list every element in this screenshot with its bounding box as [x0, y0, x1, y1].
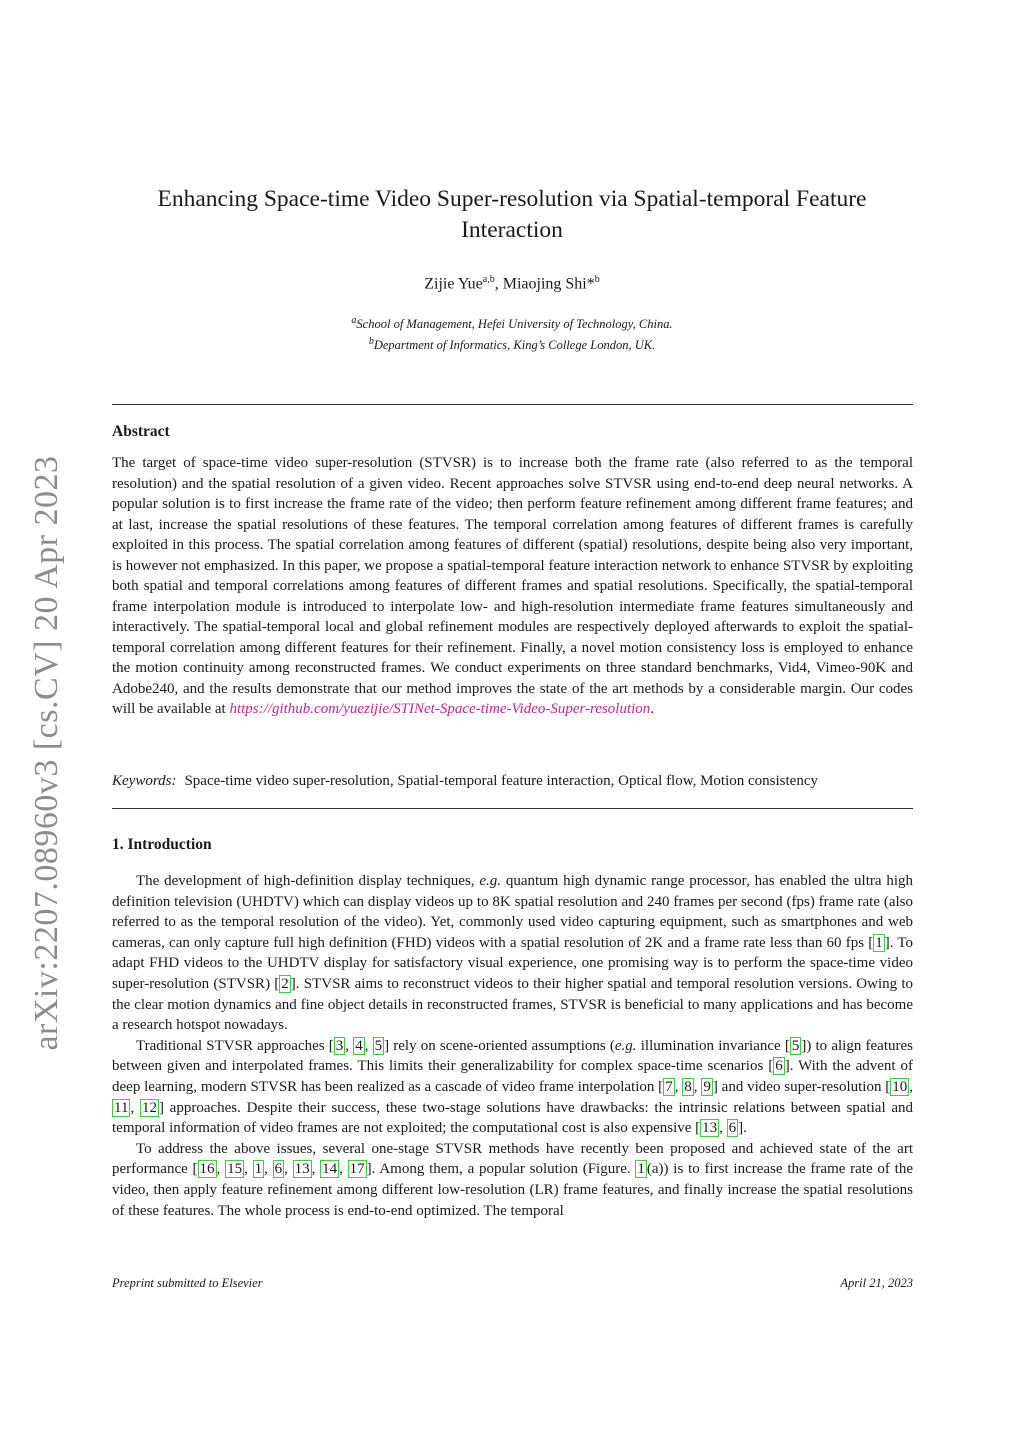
author-1: Zijie Yue — [424, 275, 483, 293]
citation-link[interactable]: 6 — [775, 1058, 783, 1075]
citation-link[interactable]: 15 — [227, 1161, 243, 1178]
text-run: ]) to align features between given and interpolated frames. This limits their generalizability for complex space-time scenarios [ — [112, 1037, 913, 1075]
text-run: ] and video super-resolution [ — [712, 1078, 891, 1095]
text-run: quantum high dynamic range processor, has enabled the ultra high definition television (UHDTV) which can display videos up to 8K spatial resolution and 240 frames per second (fps) frame rate (also referred to as the temporal resolution of the video). Yet, commonly used video capturing equipment, such as smartphones and web cameras, can only capture full high definition (FHD) videos with a spatial resolution of 2K and a frame rate less than 60 fps [ — [112, 873, 913, 951]
citation-link[interactable]: 13 — [702, 1120, 718, 1137]
affiliation-a — [112, 312, 912, 333]
intro-paragraph-3: To address the above issues, several one-stage STVSR methods have recently been proposed and achieved state of the art performance [ 16 , 15 , 1 , 6 , 13 , 14 , 17 ]. Among them, a popular solution (Figure. 1 (a)) is to first increase the frame rate of the video, then apply feature refinement among different low-resolution (LR) frame features, and finally increase the spatial resolutions of these features. The whole process is end-to-end optimized. The temporal — [112, 1140, 913, 1219]
citation-link[interactable]: 6 — [728, 1120, 737, 1137]
citation-link[interactable]: 10 — [892, 1078, 908, 1095]
author-line — [112, 274, 912, 293]
citation-link[interactable]: 4 — [355, 1037, 363, 1054]
author-2-affil: b — [594, 274, 600, 285]
citation-link[interactable]: 14 — [322, 1161, 338, 1178]
abstract-text: The target of space-time video super-resolution (STVSR) is to increase both the frame rate (also referred to as the temporal resolution) and the spatial resolution of a given video. Recent approaches solve STVSR using end-to-end deep neural networks. A popular solution is to first increase the frame rate of the video; then perform feature refinement among different frame features; and at last, increase the spatial resolutions of these features. The temporal correlation among features of different frames is carefully exploited in this process. The spatial correlation among features of different (spatial) resolutions, despite being also very important, is however not emphasized. In this paper, we propose a spatial-temporal feature interaction network to enhance STVSR by exploiting both spatial and temporal correlations among features of different frames and spatial resolutions. Specifically, the spatial-temporal frame interpolation module is introduced to interpolate low- and high-resolution intermediate frame features simultaneously and interactively. The spatial-temporal local and global refinement modules are respectively deployed afterwards to exploit the spatial-temporal correlation among different features for their refinement. Finally, a novel motion consistency loss is employed to enhance the motion continuity among reconstructed frames. We conduct experiments on three standard benchmarks, Vid4, Vimeo-90K and Adobe240, and the results demonstrate that our method improves the state of the art methods by a considerable margin. Our codes will be available at — [112, 455, 913, 717]
author-2: Miaojing Shi* — [502, 275, 595, 293]
citation-link[interactable]: 16 — [199, 1161, 215, 1178]
citation-link[interactable]: 9 — [703, 1078, 711, 1095]
code-link[interactable]: https://github.com/yuezijie/STINet-Space-time-Video-Super-resolution — [229, 701, 651, 717]
citation-link[interactable]: 2 — [281, 975, 289, 992]
text-run: e.g. — [614, 1037, 637, 1054]
citation-link[interactable]: 12 — [141, 1099, 157, 1116]
citation-link[interactable]: 11 — [114, 1099, 129, 1116]
arxiv-identifier: arXiv:2207.08960v3 [cs.CV] 20 Apr 2023 — [28, 455, 65, 1051]
citation-link[interactable]: 17 — [349, 1161, 365, 1178]
intro-paragraph-2: Traditional STVSR approaches [ 3 , 4 , 5 ] rely on scene-oriented assumptions (e.g. illumination invariance [ 5 ]) to align features between given and interpolated frames. This limits their generalizability for complex space-time scenarios [ 6 ]. With the advent of deep learning, modern STVSR has been realized as a cascade of video frame interpolation [ 7 , 8 , 9 ] and video super-resolution [ 10 , 11 , 12 ] approaches. Despite their success, these two-stage solutions have drawbacks: the intrinsic relations between spatial and temporal information of video frames are not exploited; the computational cost is also expensive [ 13 , 6 ]. — [112, 1037, 914, 1137]
affiliations — [112, 312, 912, 354]
section-heading: 1. Introduction — [112, 836, 212, 853]
abstract-bottom-rule — [112, 808, 913, 809]
affiliation-b-text: Department of Informatics, King’s College London, UK. — [373, 338, 656, 353]
text-run: ]. With the advent of deep learning, modern STVSR has been realized as a cascade of video frame interpolation [ — [112, 1058, 913, 1095]
abstract-body — [112, 453, 913, 720]
text-run: ]. STVSR aims to reconstruct videos to their higher spatial and temporal resolution versions. Owing to the clear motion dynamics and fine object details in reconstructed frames, STVSR is beneficial to many applications and has become a research hotspot nowadays. — [112, 975, 913, 1034]
abstract-heading: Abstract — [112, 423, 170, 440]
footer-left: Preprint submitted to Elsevier — [112, 1276, 263, 1290]
text-run: (a)) is to first increase the frame rate of the video, then apply feature refinement among different low-resolution (LR) frame features, and finally increase the spatial resolutions of these features. The whole process is end-to-end optimized. The temporal — [112, 1161, 913, 1219]
text-run: ]. — [738, 1120, 747, 1137]
citation-link[interactable]: 6 — [274, 1161, 283, 1178]
citation-link[interactable]: 5 — [374, 1037, 383, 1054]
text-run: Traditional STVSR approaches [ — [136, 1037, 334, 1054]
page-footer — [112, 1276, 913, 1291]
intro-paragraph-1 — [112, 871, 913, 1036]
affiliation-b — [112, 333, 912, 354]
citation-link[interactable]: 5 — [791, 1037, 800, 1054]
introduction-body — [112, 871, 913, 1221]
keywords-text: Space-time video super-resolution, Spatial-temporal feature interaction, Optical flow, Motion consistency — [184, 773, 818, 789]
text-run: ] rely on scene-oriented assumptions ( — [384, 1037, 615, 1054]
citation-link[interactable]: 7 — [665, 1078, 673, 1095]
footer-date: April 21, 2023 — [840, 1276, 913, 1290]
citation-link[interactable]: 3 — [335, 1037, 344, 1054]
citation-link[interactable]: 8 — [684, 1078, 692, 1095]
figure-link[interactable]: 1 — [637, 1161, 645, 1178]
author-1-affil: a,b — [482, 274, 495, 285]
abstract-top-rule — [112, 404, 913, 405]
affiliation-a-text: School of Management, Hefei University of Technology, China. — [356, 317, 673, 332]
text-run: ]. To adapt FHD videos to the UHDTV display for satisfactory visual experience, one promising way is to perform the space-time video super-resolution (STVSR) [ — [112, 934, 913, 992]
arxiv-side-stamp — [22, 448, 72, 1058]
author-separator: , — [494, 275, 503, 293]
affiliation-b-mark: b — [368, 336, 374, 348]
keywords — [112, 773, 913, 790]
keywords-label: Keywords: — [112, 773, 177, 789]
text-run: ]. Among them, a popular solution (Figure. — [366, 1161, 636, 1178]
text-run: e.g. — [479, 873, 502, 889]
citation-link[interactable]: 1 — [875, 934, 883, 951]
paper-title: Enhancing Space-time Video Super-resolution via Spatial-temporal Feature Interaction — [157, 186, 867, 243]
abstract-end: . — [650, 701, 655, 717]
text-run: ] approaches. Despite their success, these two-stage solutions have drawbacks: the intrinsic relations between spatial and temporal information of video frames are not exploited; the computational cost is also expensive [ — [112, 1099, 914, 1137]
text-run: The development of high-definition display techniques, — [136, 873, 480, 889]
affiliation-a-mark: a — [351, 315, 357, 326]
citation-link[interactable]: 1 — [254, 1161, 263, 1178]
citation-link[interactable]: 13 — [294, 1161, 310, 1178]
text-run: To address the above issues, several one-stage STVSR methods have recently been proposed and achieved state of the art performance [ — [112, 1140, 913, 1178]
text-run: illumination invariance [ — [636, 1037, 790, 1054]
